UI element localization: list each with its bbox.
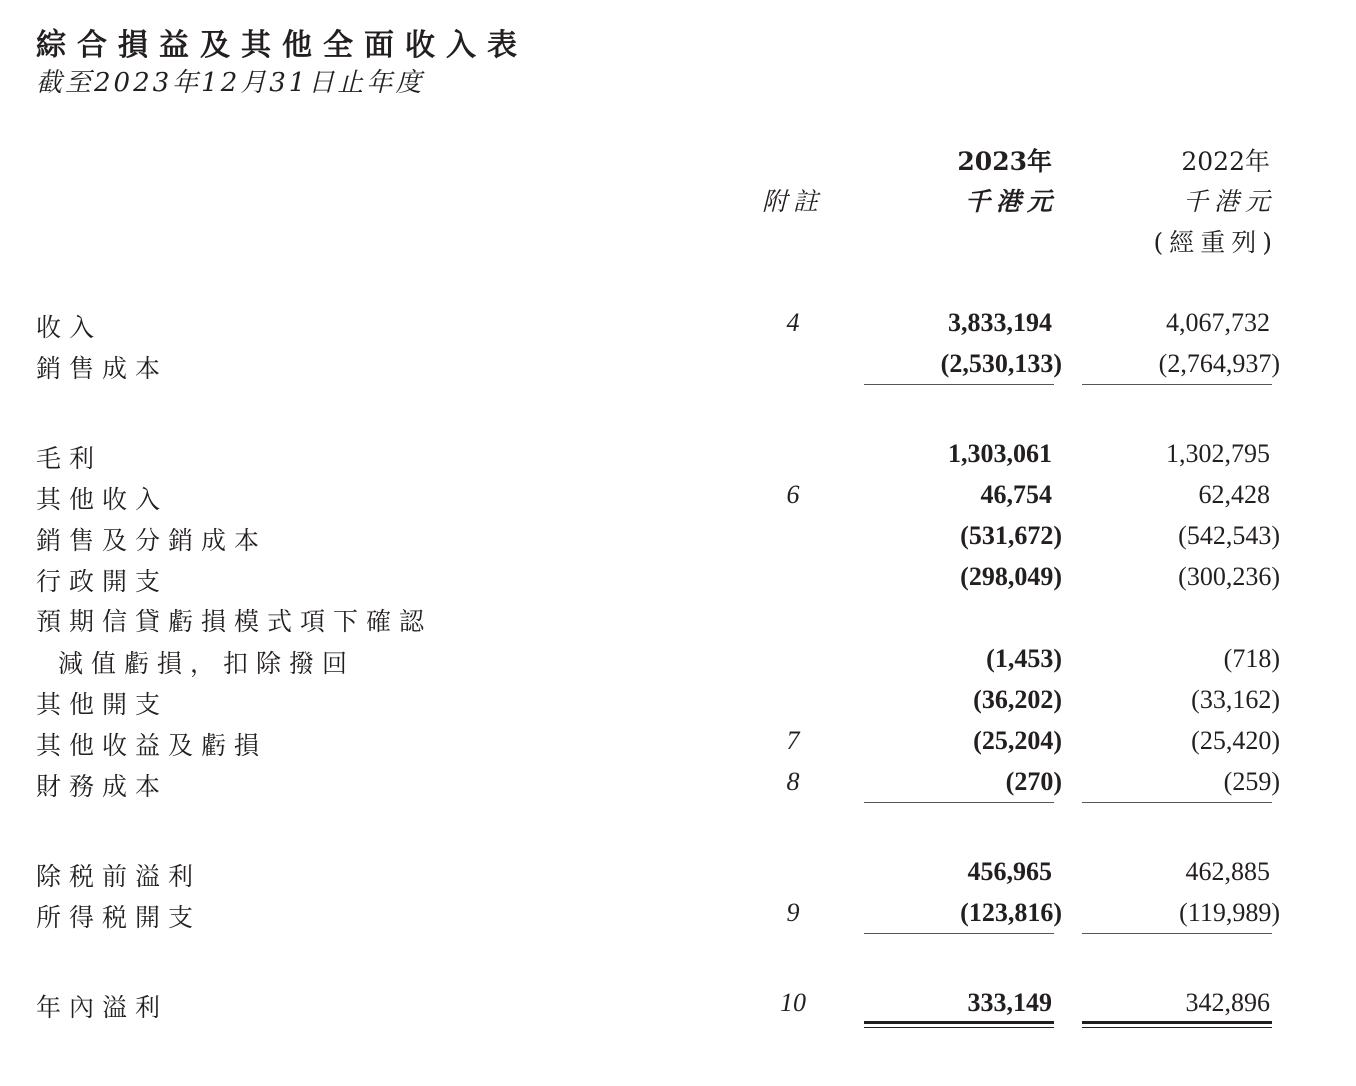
row-note: 7: [786, 726, 800, 755]
subtotal-rule-2023: [864, 802, 1054, 803]
total-double-rule-2023: [864, 1021, 1054, 1028]
value-2023: 3,833,194: [948, 308, 1052, 337]
row-label: 減值虧損，扣除撥回: [58, 649, 356, 678]
value-2022: (25,420): [1191, 726, 1280, 755]
row-label: 銷售成本: [36, 354, 169, 383]
row-note: 6: [786, 480, 800, 509]
table-row-admin-expenses: [0, 562, 1356, 602]
subtotal-rule-2023: [864, 384, 1054, 385]
subtotal-rule-2022: [1082, 933, 1272, 934]
row-label: 其他收益及虧損: [36, 731, 268, 760]
value-2022: (300,236): [1178, 562, 1280, 591]
value-2023: (531,672): [960, 521, 1062, 550]
value-2022: (259): [1223, 767, 1280, 796]
header-notes: 附註: [762, 187, 825, 216]
statement-title: 綜合損益及其他全面收入表: [36, 28, 528, 63]
row-label: 年內溢利: [36, 993, 169, 1022]
value-2022: (33,162): [1191, 685, 1280, 714]
value-2022: (2,764,937): [1158, 349, 1280, 378]
row-label: 除税前溢利: [36, 862, 202, 891]
value-2023: (36,202): [973, 685, 1062, 714]
table-row-other-income: [0, 480, 1356, 520]
value-2023: 46,754: [980, 480, 1052, 509]
value-2022: 1,302,795: [1166, 439, 1270, 468]
value-2023: (1,453): [986, 644, 1062, 673]
row-label: 銷售及分銷成本: [36, 526, 268, 555]
table-row-revenue: [0, 308, 1356, 348]
table-row-profit-before-tax: [0, 857, 1356, 897]
row-note: 10: [780, 988, 806, 1017]
total-double-rule-2022: [1082, 1021, 1272, 1028]
row-label: 預期信貸虧損模式項下確認: [36, 607, 433, 636]
value-2023: 1,303,061: [948, 439, 1052, 468]
row-label: 行政開支: [36, 567, 169, 596]
table-row-finance-costs: [0, 767, 1356, 807]
header-2022-year: 2022年: [1181, 147, 1270, 176]
row-label: 收入: [36, 313, 103, 342]
header-2022-unit: 千港元: [1182, 187, 1276, 216]
table-row-selling-distribution: [0, 521, 1356, 561]
row-note: 4: [786, 308, 800, 337]
subtotal-rule-2022: [1082, 384, 1272, 385]
statement-period: 截至2023年12月31日止年度: [36, 68, 425, 98]
value-2023: (25,204): [973, 726, 1062, 755]
header-2022-restated: (經重列): [1153, 228, 1278, 257]
table-row-ecl-heading: [0, 602, 1356, 642]
value-2023: 333,149: [967, 988, 1052, 1017]
value-2022: 62,428: [1198, 480, 1270, 509]
table-row-gross-profit: [0, 439, 1356, 479]
value-2023: (2,530,133): [940, 349, 1062, 378]
value-2023: (270): [1005, 767, 1062, 796]
subtotal-rule-2023: [864, 933, 1054, 934]
value-2022: 342,896: [1185, 988, 1270, 1017]
value-2022: (119,989): [1179, 898, 1280, 927]
value-2023: (123,816): [960, 898, 1062, 927]
value-2022: (718): [1223, 644, 1280, 673]
header-2023-unit: 千港元: [964, 187, 1058, 216]
row-label: 所得税開支: [36, 903, 202, 932]
value-2022: (542,543): [1178, 521, 1280, 550]
table-row-cost-of-sales: [0, 349, 1356, 389]
table-row-income-tax: [0, 898, 1356, 938]
row-note: 9: [786, 898, 800, 927]
header-2023-year: 2023年: [957, 147, 1052, 176]
row-label: 財務成本: [36, 772, 169, 801]
value-2023: (298,049): [960, 562, 1062, 591]
table-row-impairment-loss: [0, 644, 1356, 684]
table-row-other-expenses: [0, 685, 1356, 725]
table-row-other-gains-losses: [0, 726, 1356, 766]
subtotal-rule-2022: [1082, 802, 1272, 803]
row-label: 其他開支: [36, 690, 169, 719]
row-note: 8: [786, 767, 800, 796]
value-2022: 462,885: [1185, 857, 1270, 886]
row-label: 其他收入: [36, 485, 169, 514]
row-label: 毛利: [36, 444, 103, 473]
value-2022: 4,067,732: [1166, 308, 1270, 337]
value-2023: 456,965: [967, 857, 1052, 886]
